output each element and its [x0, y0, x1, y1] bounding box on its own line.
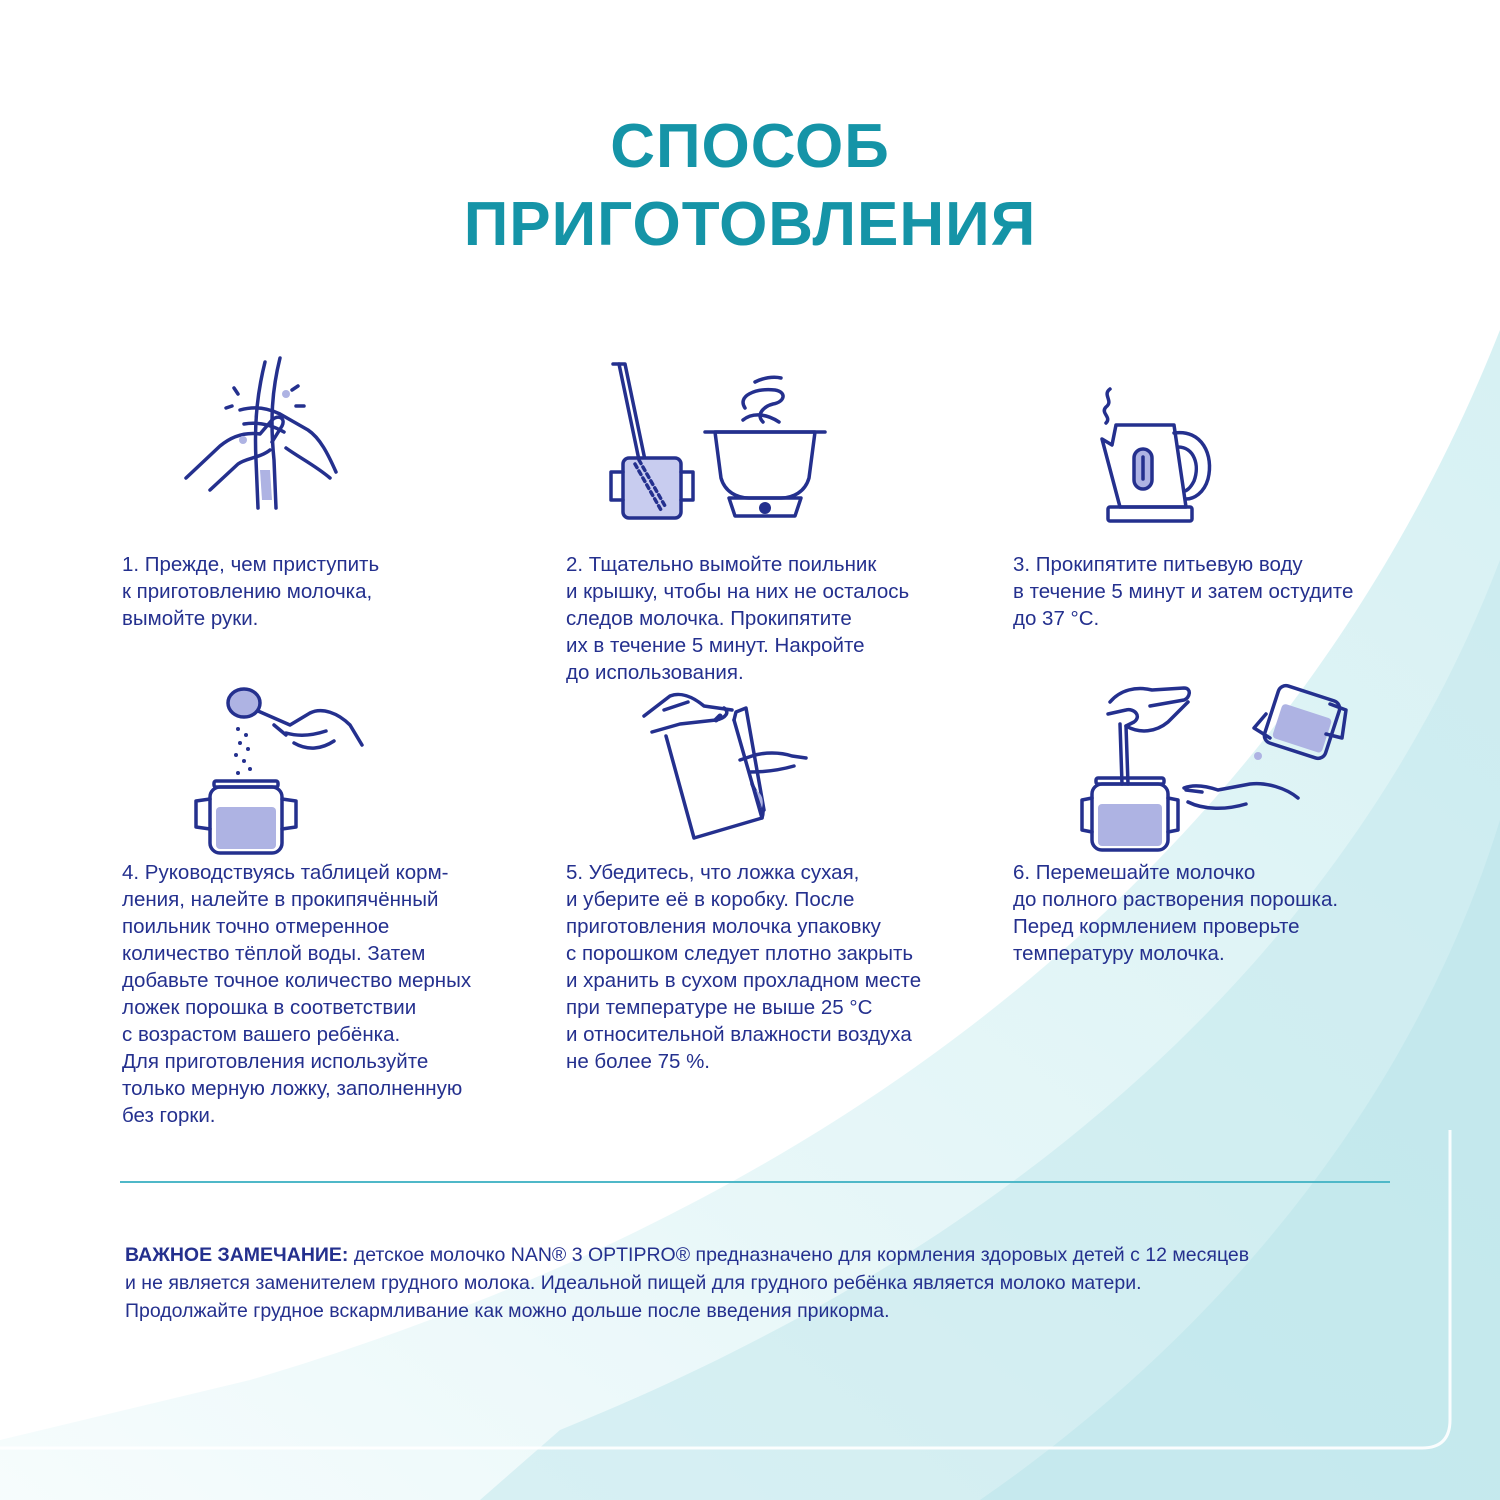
page-title-line-1: СПОСОБ: [610, 112, 890, 181]
pouring-powder-icon: [190, 685, 365, 855]
important-note-label: ВАЖНОЕ ЗАМЕЧАНИЕ:: [125, 1244, 349, 1266]
washing-and-boiling-cup-icon: [605, 360, 825, 525]
step-1-text: 1. Прежде, чем приступить к приготовлению молочка, вымойте руки.: [122, 553, 380, 630]
washing-hands-icon: [180, 350, 340, 510]
step-2-text: 2. Тщательно вымойте поильник и крышку, чтобы на них не осталось следов молочка. Прокипятите их в течение 5 минут. Накройте до использования.: [566, 553, 910, 684]
important-note: [125, 1241, 1415, 1325]
page-title: [0, 108, 1500, 264]
step-6-text: 6. Перемешайте молочко до полного растворения порошка. Перед кормлением проверьте температуру молочка.: [1013, 861, 1339, 965]
page-title-line-2: ПРИГОТОВЛЕНИЯ: [463, 190, 1037, 259]
step-5-text: 5. Убедитесь, что ложка сухая, и уберите её в коробку. После приготовления молочка упаковку с порошком следует плотно закрыть и хранить в сухом прохладном месте при температуре не выше 25 °С и относительной влажности воздуха не более 75 %.: [566, 861, 922, 1073]
important-note-text: детское молочко NAN® 3 OPTIPRO® предназначено для кормления здоровых детей с 12 месяцев и не является заменителем грудного молока. Идеальной пищей для грудного ребёнка является молоко матери. Продолжайте грудное вскармливание как можно дольше после введения прикорма.: [125, 1244, 1250, 1322]
step-3-text: 3. Прокипятите питьевую воду в течение 5 минут и затем остудите до 37 °С.: [1013, 553, 1354, 630]
step-4-text: 4. Руководствуясь таблицей корм- ления, налейте в прокипячённый поильник точно отмеренное количество тёплой воды. Затем добавьте точное количество мерных ложек порошка в соответствии с возрастом вашего ребёнка. Для приготовления используйте только мерную ложку, заполненную без горки.: [122, 861, 472, 1127]
stirring-and-testing-icon: [1080, 680, 1395, 855]
spoon-in-box-icon: [640, 690, 815, 840]
kettle-icon: [1090, 385, 1220, 525]
section-divider: [120, 1181, 1390, 1183]
